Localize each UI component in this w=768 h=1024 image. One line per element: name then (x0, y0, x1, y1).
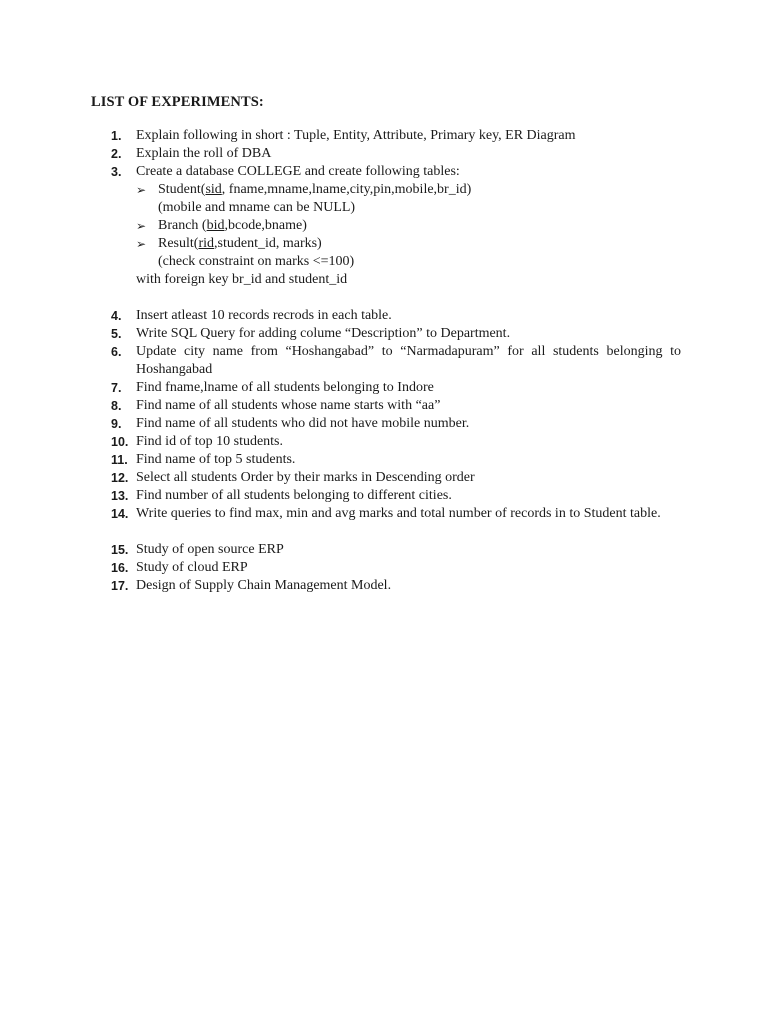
item-number: 1. (111, 129, 122, 143)
item-number: 2. (111, 147, 122, 161)
item-text: Select all students Order by their marks in Descending order (136, 470, 475, 485)
list-item (0, 145, 768, 163)
spacer (0, 289, 768, 307)
page-title: LIST OF EXPERIMENTS: (91, 94, 264, 110)
result-table-note: (check constraint on marks <=100) (158, 254, 355, 269)
table-definition-branch (0, 217, 768, 235)
item-text: Study of open source ERP (136, 542, 284, 557)
item-text: Find name of all students who did not have mobile number. (136, 416, 470, 431)
list-item (0, 505, 768, 541)
item-text: Study of cloud ERP (136, 560, 248, 575)
list-item (0, 451, 768, 469)
experiment-list (0, 127, 768, 595)
primary-key: bid (206, 218, 225, 233)
item-text: Design of Supply Chain Management Model. (136, 578, 392, 593)
arrow-bullet-icon: ➢ (136, 183, 147, 197)
student-table-note: (mobile and mname can be NULL) (158, 200, 356, 215)
item-number: 13. (111, 489, 129, 503)
item-number: 4. (111, 309, 122, 323)
item-text: Insert atleast 10 records recrods in each table. (136, 308, 392, 323)
item-number: 16. (111, 561, 129, 575)
item-number: 14. (111, 507, 129, 521)
foreign-key-note: with foreign key br_id and student_id (136, 272, 348, 287)
item-text: Write SQL Query for adding colume “Description” to Department. (136, 326, 511, 341)
item-number: 10. (111, 435, 129, 449)
item-text: Explain following in short : Tuple, Entity, Attribute, Primary key, ER Diagram (136, 128, 576, 143)
table-note-result (0, 253, 768, 271)
item-number: 5. (111, 327, 122, 341)
item-number: 7. (111, 381, 122, 395)
list-item (0, 163, 768, 181)
student-table-schema: Student(sid, fname,mname,lname,city,pin,mobile,br_id) (158, 182, 472, 197)
item-number: 9. (111, 417, 122, 431)
item-text: Write queries to find max, min and avg marks and total number of records in to Student table. (136, 506, 661, 521)
list-item (0, 541, 768, 559)
item-text: Find name of top 5 students. (136, 452, 296, 467)
list-item (0, 559, 768, 577)
table-definition-student (0, 181, 768, 199)
list-item (0, 127, 768, 145)
item-number: 6. (111, 345, 122, 359)
list-item (0, 379, 768, 397)
list-item (0, 487, 768, 505)
table-definition-result (0, 235, 768, 253)
list-item (0, 343, 768, 379)
result-table-schema: Result(rid,student_id, marks) (158, 236, 322, 251)
item-text: Create a database COLLEGE and create following tables: (136, 164, 460, 179)
item-text: Update city name from “Hoshangabad” to “Narmadapuram” for all students belonging to Hoshangabad (136, 344, 681, 377)
item-text: Find fname,lname of all students belonging to Indore (136, 380, 434, 395)
item-number: 17. (111, 579, 129, 593)
branch-table-schema: Branch (bid,bcode,bname) (158, 218, 307, 233)
foreign-key-line (0, 271, 768, 289)
list-item (0, 469, 768, 487)
item-text: Explain the roll of DBA (136, 146, 272, 161)
list-item (0, 415, 768, 433)
item-text: Find number of all students belonging to different cities. (136, 488, 452, 503)
arrow-bullet-icon: ➢ (136, 237, 147, 251)
item-number: 12. (111, 471, 129, 485)
arrow-bullet-icon: ➢ (136, 219, 147, 233)
item-number: 3. (111, 165, 122, 179)
item-number: 8. (111, 399, 122, 413)
list-item (0, 307, 768, 325)
item-text: Find name of all students whose name starts with “aa” (136, 398, 441, 413)
item-text: Find id of top 10 students. (136, 434, 284, 449)
primary-key: rid (198, 236, 215, 251)
list-item (0, 397, 768, 415)
item-number: 15. (111, 543, 129, 557)
list-item (0, 577, 768, 595)
table-note-student (0, 199, 768, 217)
item-number: 11. (111, 453, 128, 467)
list-item (0, 433, 768, 451)
primary-key: sid (205, 182, 222, 197)
list-item (0, 325, 768, 343)
